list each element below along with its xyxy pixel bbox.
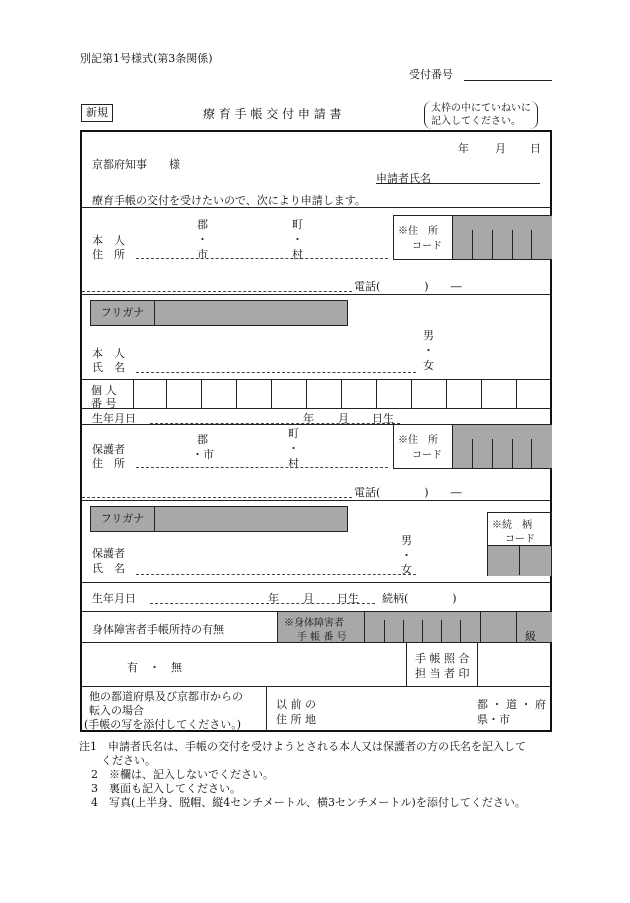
- male-option[interactable]: 男: [423, 329, 434, 342]
- new-badge: 新規: [81, 104, 113, 122]
- guardian-code-label-1: ※住 所: [398, 435, 438, 446]
- relation-code-label-2: コード: [505, 534, 535, 545]
- divider: [519, 545, 520, 575]
- guardian-name-field[interactable]: [136, 574, 416, 575]
- digit-cell[interactable]: [306, 380, 307, 408]
- divider: [531, 230, 532, 259]
- guardian-birthdate-label: 生年月日: [92, 592, 136, 605]
- divider: [531, 439, 532, 468]
- digit-cell[interactable]: [271, 380, 272, 408]
- guardian-phone-label: 電話( ) ―: [354, 486, 462, 499]
- divider: [403, 620, 404, 642]
- guardian-label-1: 保護者: [92, 547, 125, 560]
- gun-label: 郡: [197, 433, 208, 446]
- separator: ・: [401, 549, 412, 562]
- divider: [81, 294, 551, 295]
- phone-label: 電話( ) ―: [354, 280, 462, 293]
- cho-label: 町: [288, 427, 299, 440]
- birth-day: 日生: [337, 592, 359, 605]
- divider: [516, 612, 517, 642]
- guardian-address-continuation[interactable]: [82, 497, 352, 498]
- relation-code-label-1: ※続 柄: [492, 520, 532, 531]
- address-continuation-field[interactable]: [82, 291, 352, 292]
- person-name-field[interactable]: [136, 372, 416, 373]
- relation-field[interactable]: 続柄( ): [382, 592, 457, 605]
- address-code-cells: [452, 216, 552, 259]
- divider: [81, 582, 551, 583]
- divider: [384, 620, 385, 642]
- divider: [364, 612, 365, 642]
- digit-cell[interactable]: [516, 380, 517, 408]
- county-option: 県・市: [477, 713, 510, 726]
- applicant-name-field[interactable]: [376, 183, 540, 184]
- divider: [81, 642, 551, 643]
- divider: [133, 380, 134, 408]
- personal-number-label-2: 番 号: [91, 397, 117, 410]
- divider: [512, 439, 513, 468]
- guardian-address-label: 住 所: [92, 457, 125, 470]
- person-label-1: 本 人: [92, 347, 125, 360]
- digit-cell[interactable]: [166, 380, 167, 408]
- note-1b: ください。: [101, 754, 156, 767]
- divider: [512, 230, 513, 259]
- divider: [492, 230, 493, 259]
- prefecture-option: 都 ・ 道 ・ 府: [477, 698, 546, 711]
- guardian-furigana-label: フリガナ: [91, 507, 155, 531]
- previous-address-label-2: 住 所 地: [276, 713, 316, 726]
- furigana-label: フリガナ: [91, 301, 155, 325]
- birth-year: 年: [303, 412, 314, 425]
- person-label-1: 本 人: [92, 234, 125, 247]
- divider: [460, 620, 461, 642]
- guardian-address-field[interactable]: [136, 467, 388, 468]
- gun-label: 郡: [197, 218, 208, 231]
- form-reference: 別記第1号様式(第3条関係): [80, 52, 213, 65]
- transfer-label-1: 他の都道府県及び京都市からの: [89, 690, 243, 703]
- grade-label: 級: [525, 630, 536, 643]
- guardian-code-cells: [452, 425, 552, 468]
- note-3: 3 裏面も記入してください。: [91, 782, 241, 795]
- name-label: 氏 名: [92, 361, 125, 374]
- disability-number-label-2: 手 帳 番 号: [297, 632, 347, 643]
- birth-month: 月: [303, 592, 314, 605]
- instruction-line-2: 記入してください。: [431, 116, 521, 127]
- guardian-code-label-2: コード: [412, 450, 442, 461]
- check-label-1: 手 帳 照 合: [415, 652, 470, 665]
- receipt-number-label: 受付番号: [409, 68, 453, 81]
- applicant-name-label: 申請者氏名: [376, 172, 431, 185]
- birth-month: 月: [338, 412, 349, 425]
- disability-certificate-label: 身体障害者手帳所持の有無: [92, 623, 224, 636]
- date-day: 日: [530, 142, 541, 155]
- divider: [81, 207, 551, 208]
- female-option[interactable]: 女: [401, 563, 412, 576]
- instruction-note: [424, 101, 538, 129]
- divider: [480, 612, 481, 642]
- separator: ・: [423, 344, 434, 357]
- divider: [441, 620, 442, 642]
- date-year: 年: [458, 142, 469, 155]
- divider: [422, 620, 423, 642]
- transfer-label-2: 転入の場合: [89, 704, 144, 717]
- note-1a: 注1 申請者氏名は、手帳の交付を受けようとされる本人又は保護者の方の氏名を記入して: [79, 740, 526, 753]
- divider: [406, 642, 407, 686]
- disability-number-label-1: ※身体障害者: [284, 618, 344, 629]
- digit-cell[interactable]: [201, 380, 202, 408]
- female-option[interactable]: 女: [423, 359, 434, 372]
- digit-cell[interactable]: [341, 380, 342, 408]
- divider: [492, 439, 493, 468]
- digit-cell[interactable]: [481, 380, 482, 408]
- mura-label: 村: [292, 248, 303, 261]
- transfer-label-3: (手帳の写を添付してください。): [84, 718, 242, 731]
- shi-label: 市: [197, 248, 208, 261]
- previous-address-label-1: 以 前 の: [276, 698, 316, 711]
- guardian-label-1: 保護者: [92, 443, 125, 456]
- yes-no-option[interactable]: 有 ・ 無: [127, 661, 182, 674]
- digit-cell[interactable]: [236, 380, 237, 408]
- birth-year: 年: [268, 592, 279, 605]
- note-2: 2 ※欄は、記入しないでください。: [91, 768, 274, 781]
- divider: [477, 642, 478, 686]
- address-code-label-2: コード: [412, 241, 442, 252]
- address-label: 住 所: [92, 248, 125, 261]
- birth-day: 日生: [372, 412, 394, 425]
- personal-number-label-1: 個 人: [91, 384, 117, 397]
- divider: [81, 686, 551, 687]
- address-code-label-1: ※住 所: [398, 226, 438, 237]
- separator: ・: [288, 442, 299, 455]
- male-option[interactable]: 男: [401, 534, 412, 547]
- digit-cell[interactable]: [376, 380, 377, 408]
- digit-cell[interactable]: [446, 380, 447, 408]
- birthdate-label: 生年月日: [92, 412, 136, 425]
- check-label-2: 担 当 者 印: [415, 667, 470, 680]
- divider: [472, 439, 473, 468]
- divider: [81, 408, 551, 409]
- receipt-number-field[interactable]: [464, 80, 552, 81]
- note-4: 4 写真(上半身、脱帽、縦4センチメートル、横3センチメートル)を添付してください。: [91, 796, 526, 809]
- cho-label: 町: [292, 218, 303, 231]
- person-address-field[interactable]: [136, 258, 388, 259]
- separator: ・: [292, 233, 303, 246]
- digit-cell[interactable]: [411, 380, 412, 408]
- mura-label: 村: [288, 457, 299, 470]
- divider: [472, 230, 473, 259]
- divider: [81, 500, 551, 501]
- guardian-name-label: 氏 名: [92, 562, 125, 575]
- date-month: 月: [495, 142, 506, 155]
- form-title: 療 育 手 帳 交 付 申 請 書: [203, 107, 342, 121]
- instruction-line-1: 太枠の中にていねいに: [431, 103, 531, 114]
- shi-label: ・市: [192, 448, 214, 461]
- separator: ・: [197, 233, 208, 246]
- governor-addressee: 京都府知事 様: [92, 158, 180, 171]
- request-text: 療育手帳の交付を受けたいので、次により申請します。: [92, 194, 366, 207]
- divider: [266, 686, 267, 731]
